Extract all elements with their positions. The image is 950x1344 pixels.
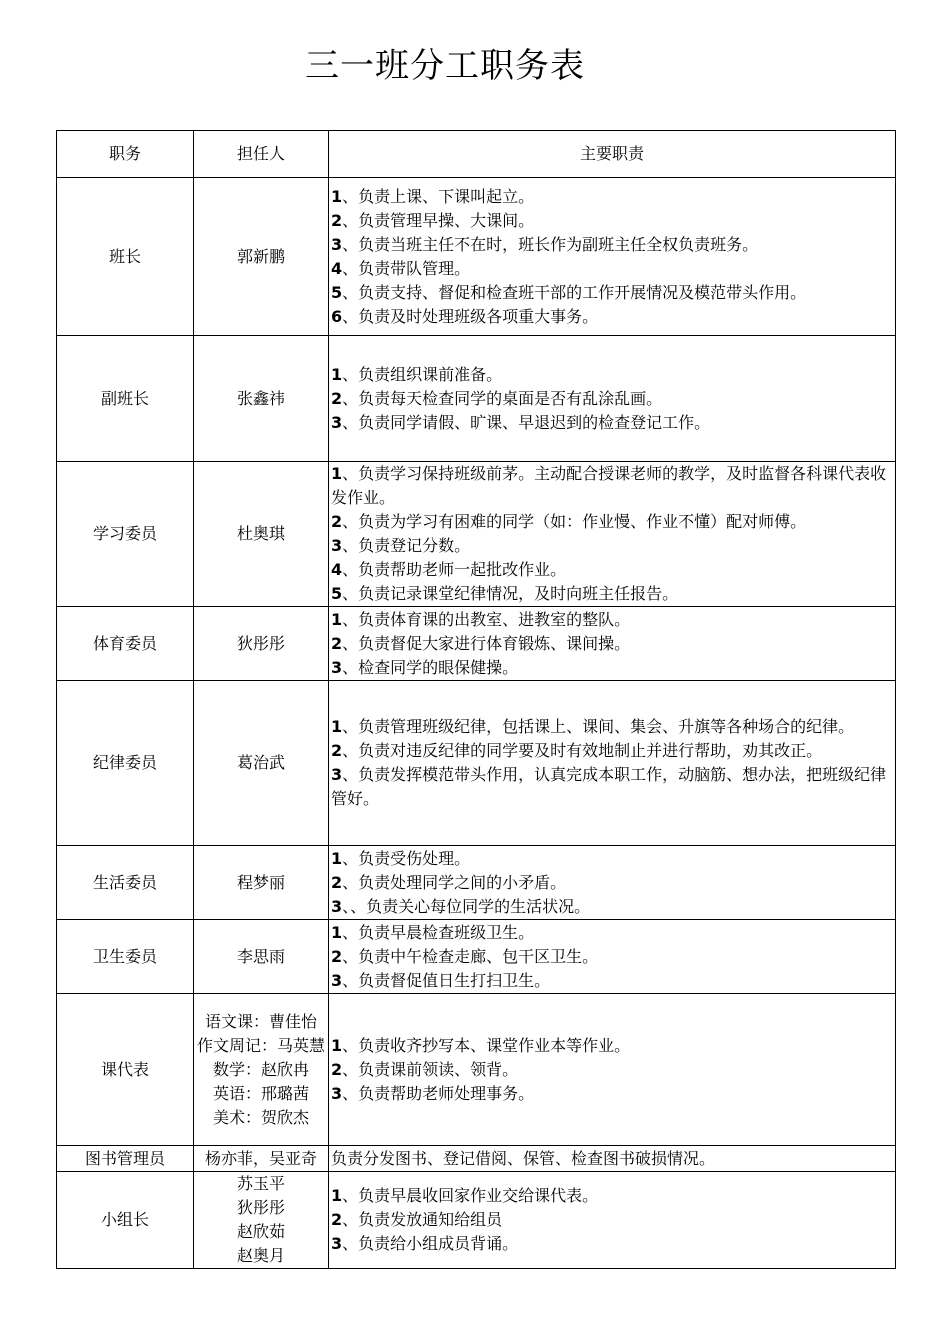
person-cell [194,994,329,1146]
duty-text: 、负责带队管理。 [342,258,471,278]
duty-text: 、负责早晨检查班级卫生。 [342,922,535,942]
duty-text: 、负责发放通知给组员 [342,1210,503,1229]
duty-number: 3 [331,896,343,916]
person-name: 狄彤彤 [236,633,285,653]
duty-number: 2 [331,210,343,230]
duty-item [331,411,895,435]
person-name: 作文周记：马英慧 [196,1035,325,1055]
duty-number: 3 [331,412,343,432]
duty-number: 3 [331,1083,343,1103]
table-row [57,681,896,846]
duty-item [331,921,895,945]
person-name: 程梦丽 [236,872,285,892]
duty-text: 、负责学习保持班级前茅。主动配合授课老师的教学，及时监督各科课代表收发作业。 [331,464,887,507]
person-cell [194,846,329,920]
person-cell [194,1172,329,1269]
duties-cell [329,1146,896,1172]
role-cell: 班长 [57,178,194,336]
duty-item [331,558,895,582]
duties-cell [329,681,896,846]
duty-number: 3 [331,1234,343,1253]
duty-number: 2 [331,1059,343,1079]
duty-item [331,387,895,411]
person-name: 张鑫祎 [236,388,285,408]
duty-text: 、负责为学习有困难的同学（如：作业慢、作业不懂）配对师傅。 [342,512,807,531]
duty-item [331,363,895,387]
duty-number: 1 [331,364,343,384]
table-row [57,178,896,336]
role-cell: 课代表 [57,994,194,1146]
duty-item [331,257,895,281]
person-name: 葛治武 [236,753,285,772]
duty-number: 4 [331,560,343,579]
duty-number: 1 [331,848,343,868]
duties-cell [329,336,896,462]
duty-number: 2 [331,1210,343,1229]
duty-number: 5 [331,584,343,603]
table-row [57,607,896,681]
duty-number: 2 [331,512,343,531]
duty-item [331,1058,895,1082]
duty-item [331,185,895,209]
person-name: 李思雨 [236,946,285,966]
header-duties: 主要职责 [329,131,896,178]
duty-item [331,656,895,680]
person-cell [194,1146,329,1172]
duty-item [331,281,895,305]
table-row [57,336,896,462]
duty-number: 2 [331,872,343,892]
duty-text: 、、负责关心每位同学的生活状况。 [342,896,591,916]
person-cell [194,178,329,336]
person-name: 美术：贺欣杰 [212,1107,309,1127]
duty-table [56,130,896,1269]
table-body [57,178,896,1269]
duty-number: 3 [331,970,343,990]
duty-number: 2 [331,946,343,966]
duty-text: 、负责给小组成员背诵。 [342,1234,519,1253]
duties-cell [329,920,896,994]
duty-item [331,739,895,763]
duty-number: 1 [331,609,343,629]
duty-number: 1 [331,717,343,736]
person-name: 杜奥琪 [236,524,285,543]
person-cell [194,336,329,462]
duty-number: 1 [331,922,343,942]
duty-item [331,534,895,558]
duty-text: 、负责管理早操、大课间。 [342,210,535,230]
duty-item [331,1034,895,1058]
duty-text: 、负责受伤处理。 [342,848,471,868]
duty-text: 、检查同学的眼保健操。 [342,657,519,677]
person-name: 苏玉平 [236,1174,285,1193]
duty-text: 、负责督促值日生打扫卫生。 [342,970,551,990]
duties-cell [329,846,896,920]
duty-item [331,632,895,656]
table-row [57,462,896,607]
duty-number: 1 [331,1186,343,1205]
duty-item [331,871,895,895]
duties-cell [329,994,896,1146]
duty-number: 2 [331,633,343,653]
duty-text: 、负责当班主任不在时，班长作为副班主任全权负责班务。 [342,234,759,254]
duty-number: 2 [331,388,343,408]
duty-text: 、负责中午检查走廊、包干区卫生。 [342,946,599,966]
duty-text: 、负责及时处理班级各项重大事务。 [342,306,599,326]
duty-text: 、负责早晨收回家作业交给课代表。 [342,1186,599,1205]
duty-text: 、负责对违反纪律的同学要及时有效地制止并进行帮助，劝其改正。 [342,741,823,760]
duty-item [331,1208,895,1232]
duties-cell [329,462,896,607]
person-name: 赵奥月 [236,1246,285,1265]
role-cell: 副班长 [57,336,194,462]
duty-item [331,1184,895,1208]
duty-text: 、负责帮助老师处理事务。 [342,1083,535,1103]
table-row [57,846,896,920]
duty-text: 、负责组织课前准备。 [342,364,503,384]
duty-item [331,233,895,257]
header-role: 职务 [57,131,194,178]
duty-number: 3 [331,765,343,784]
table-row [57,1146,896,1172]
role-cell: 纪律委员 [57,681,194,846]
duty-text: 、负责每天检查同学的桌面是否有乱涂乱画。 [342,388,663,408]
person-name: 赵欣茹 [236,1222,285,1241]
duty-item [331,1147,895,1171]
person-cell [194,681,329,846]
duty-number: 6 [331,306,343,326]
role-cell: 卫生委员 [57,920,194,994]
duty-text: 、负责记录课堂纪律情况，及时向班主任报告。 [342,584,679,603]
duty-item [331,715,895,739]
duty-number: 1 [331,186,343,206]
person-name: 狄彤彤 [236,1198,285,1217]
duty-text: 、负责同学请假、旷课、早退迟到的检查登记工作。 [342,412,711,432]
duty-item [331,1232,895,1256]
duty-item [331,462,895,510]
duty-item [331,608,895,632]
duties-cell [329,607,896,681]
person-cell [194,462,329,607]
role-cell: 体育委员 [57,607,194,681]
person-name: 英语：邢璐茜 [212,1083,309,1103]
duty-number: 1 [331,1035,343,1055]
duty-text: 、负责登记分数。 [342,536,471,555]
person-name: 郭新鹏 [236,246,285,266]
duty-item [331,510,895,534]
duty-text: 、负责管理班级纪律，包括课上、课间、集会、升旗等各种场合的纪律。 [342,717,855,736]
duty-text: 、负责发挥模范带头作用，认真完成本职工作，动脑筋、想办法，把班级纪律管好。 [331,765,887,808]
duty-item [331,969,895,993]
role-cell: 图书管理员 [57,1146,194,1172]
duty-text: 、负责督促大家进行体育锻炼、课间操。 [342,633,631,653]
duties-cell [329,1172,896,1269]
duty-number: 4 [331,258,343,278]
header-row [57,131,896,178]
duty-item [331,582,895,606]
duty-text: 、负责体育课的出教室、进教室的整队。 [342,609,631,629]
duty-number: 3 [331,657,343,677]
table-row [57,994,896,1146]
duty-text: 、负责处理同学之间的小矛盾。 [342,872,567,892]
person-cell [194,607,329,681]
duty-item [331,763,895,811]
duty-number: 2 [331,741,343,760]
role-cell: 小组长 [57,1172,194,1269]
duty-number: 3 [331,536,343,555]
duty-item [331,305,895,329]
duty-text: 、负责帮助老师一起批改作业。 [342,560,567,579]
duty-text: 、负责收齐抄写本、课堂作业本等作业。 [342,1035,631,1055]
person-name: 杨亦菲，吴亚奇 [204,1148,317,1168]
duty-item [331,209,895,233]
duty-text: 负责分发图书、登记借阅、保管、检查图书破损情况。 [331,1148,716,1168]
person-name: 语文课：曹佳怡 [204,1011,317,1031]
duty-number: 3 [331,234,343,254]
role-cell: 学习委员 [57,462,194,607]
duty-text: 、负责上课、下课叫起立。 [342,186,535,206]
duties-cell [329,178,896,336]
duty-text: 、负责支持、督促和检查班干部的工作开展情况及模范带头作用。 [342,282,807,302]
table-row [57,1172,896,1269]
duty-item [331,945,895,969]
duty-number: 1 [331,464,343,483]
header-person: 担任人 [194,131,329,178]
person-name: 数学：赵欣冉 [212,1059,309,1079]
duty-item [331,1082,895,1106]
person-cell [194,920,329,994]
duty-text: 、负责课前领读、领背。 [342,1059,519,1079]
table-row [57,920,896,994]
duty-item [331,895,895,919]
duty-item [331,847,895,871]
duty-number: 5 [331,282,343,302]
role-cell: 生活委员 [57,846,194,920]
page-title: 三一班分工职务表 [305,46,585,86]
